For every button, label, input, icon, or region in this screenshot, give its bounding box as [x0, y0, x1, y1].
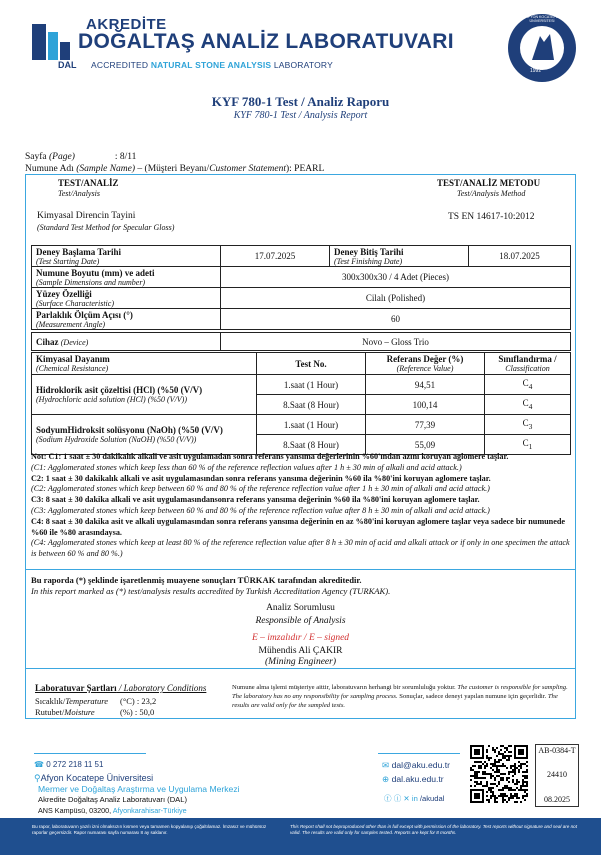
footer-center: Mermer ve Doğaltaş Araştırma ve Uygulama Merkezi: [38, 784, 240, 794]
report-title: KYF 780-1 Test / Analiz Raporu: [211, 94, 390, 109]
device-value: Novo – Gloss Trio: [221, 333, 571, 351]
email-icon: ✉: [382, 760, 390, 770]
seal-text: AFYON KOCATEPE ÜNİVERSİTESİ: [525, 15, 559, 23]
surface-characteristic: Cilalı (Polished): [221, 288, 571, 309]
signer-name: Mühendis Ali ÇAKIR: [258, 646, 343, 656]
start-date-label-en: (Test Starting Date): [36, 256, 100, 266]
hcl-8h-value: 100,14: [366, 395, 485, 415]
sample-info-table: [31, 245, 571, 330]
page-number: Sayfa (Page) : 8/11: [25, 152, 137, 162]
start-date: 17.07.2025: [221, 246, 330, 267]
accreditation-note-en: In this report marked as (*) test/analysis results accredited by Turkish Accreditation Agency (TURKAK).: [31, 586, 391, 596]
table-row: 8.Saat (8 Hour) 100,14 $C_4$: [32, 395, 571, 415]
footer-social[interactable]: ⓕ ⓘ ✕ in /akudal: [384, 794, 445, 803]
globe-icon: ⊕: [382, 774, 390, 784]
temperature: Sıcaklık/Temperature: [35, 696, 109, 706]
footer-lab: Akredite Doğaltaş Analiz Laboratuvarı (DAL): [38, 795, 187, 804]
test-name: Kimyasal Direncin Tayini: [37, 211, 136, 221]
test-method: TS EN 14617-10:2012: [448, 212, 535, 222]
classification-notes: [31, 452, 573, 560]
lab-title: DOĞALTAŞ ANALİZ LABORATUVARI: [78, 30, 454, 53]
footer-divider: [378, 753, 460, 754]
test-head-left: TEST/ANALİZ: [58, 178, 119, 188]
seal-year: 1992: [530, 68, 542, 74]
test-head-right: TEST/ANALİZ METODU: [437, 178, 541, 188]
moisture: Rutubet/Moisture: [35, 707, 95, 717]
device-row: Cihaz (Device) Novo – Gloss Trio: [32, 333, 571, 351]
report-subtitle: KYF 780-1 Test / Analysis Report: [233, 110, 368, 121]
results-header: Kimyasal Dayanım (Chemical Resistance) Test No. Referans Değer (%) (Reference Value) Sınıflandırma / Classification: [32, 353, 571, 375]
signature-title-en: Responsible of Analysis: [255, 616, 346, 626]
social-icons: ⓕ ⓘ ✕ in: [384, 794, 420, 803]
lab-title-accredited: AKREDİTE: [86, 16, 167, 33]
footer-email[interactable]: ✉ dal@aku.edu.tr: [382, 760, 451, 770]
sample-dimensions: 300x300x30 / 4 Adet (Pieces): [221, 267, 571, 288]
lab-logo-icon: [30, 18, 74, 64]
footer-university: ⚲Afyon Kocatepe Üniversitesi: [34, 773, 154, 783]
end-date-label-en: (Test Finishing Date): [334, 256, 403, 266]
accreditation-note: Bu raporda (*) şeklinde işaretlenmiş muayene sonuçları TÜRKAK tarafından akreditedir.: [31, 575, 362, 585]
table-row: 8.Saat (8 Hour) 55,09 $C_1$: [32, 435, 571, 455]
accreditation-code: AB-0384-T: [538, 746, 576, 755]
test-head-right-en: Test/Analysis Method: [457, 189, 526, 198]
note-c4: C4: 8 saat ± 30 dakika asit ve alkali uygulamasından sonra referans yansıma değerinin en az %80'ini koruyan aglomere taşlar veya sadece bir numunede %60 ile %80 arasındaysa. (C4: Agglomerated stones which keep at least 80 % of the reference reflection value after 8 h ± 30 min of acid and alkali attack or if only in one specimen the attack is between 60 % and 80 %.): [31, 516, 570, 559]
hcl-1h-value: 94,51: [366, 375, 485, 395]
end-date-label: Deney Bitiş Tarihi: [334, 246, 404, 257]
start-date-label: Deney Başlama Tarihi: [36, 246, 122, 257]
lab-dal-badge: DAL: [58, 60, 77, 70]
signature-title: Analiz Sorumlusu: [266, 603, 335, 613]
lab-title-en: ACCREDITED NATURAL STONE ANALYSIS LABORATORY: [91, 60, 333, 70]
signer-role: (Mining Engineer): [265, 657, 336, 667]
sample-name: Numune Adı (Sample Name) – (Müşteri Beyanı/Customer Statement): PEARL: [25, 164, 325, 174]
info-row: Parlaklık Ölçüm Açısı (°) (Measurement Angle) 60: [32, 309, 571, 330]
note-c3: C3: 8 saat ± 30 dakika alkali ve asit uygulamasındansonra referans yansıma değerinin %60 ila %80'ini koruyan aglomere taşlar. (C3: Agglomerated stones which keep between 60 % and 80 % of the reference reflection value after 8 h ± 30 min of alkali and acid attack.): [31, 495, 490, 515]
accreditation-date: 08.2025: [544, 795, 570, 804]
test-head-left-en: Test/Analysis: [58, 189, 100, 198]
test-name-en: (Standard Test Method for Specular Gloss): [37, 223, 175, 232]
phone-icon: ☎: [34, 760, 44, 769]
naoh-label: SodyumHidroksit solüsyonu (NaOh) (%50 (V/V): [36, 425, 223, 435]
info-row: Yüzey Özelliği (Surface Characteristic) Cilalı (Polished): [32, 288, 571, 309]
table-row: SodyumHidroksit solüsyonu (NaOh) (%50 (V/V) (Sodium Hydroxide Solution (NaOH) (%50 (V/V)) 1.saat (1 Hour) 77,39 $C_3$: [32, 415, 571, 435]
footer-address: ANS Kampüsü, 03200, Afyonkarahisar-Türkiye: [38, 806, 187, 815]
footer-divider: [34, 753, 146, 754]
footer-notice-tr: Bu rapor, laboratuvarın yazılı izni olmaksızın kısmen veya tamamen kopyalanıp çoğaltılamaz. İmzasız ve mühürsüz raporlar geçersizdir. Rapor numarası sayfa numarası 8 ay saklanır.: [32, 824, 267, 835]
naoh-8h-value: 55,09: [366, 435, 485, 455]
note-c1: Not: C1: 1 saat ± 30 dakikalık alkali ve asit uygulamadan sonra referans yansıma değerlerinin %60'ından azını koruyan aglomere taşlar. (C1: Agglomerated stones which keep less than 60 % of the reference reflection values after 1 h ± 30 min of alkali and acid attack.): [31, 452, 509, 472]
e-signature: E – imzalıdır / E – signed: [251, 633, 350, 643]
device-table: [31, 332, 571, 351]
end-date: 18.07.2025: [469, 246, 571, 267]
qr-code-icon[interactable]: [470, 745, 528, 803]
hcl-label: Hidroklorik asit çözeltisi (HCl) (%50 (V/V): [36, 385, 203, 395]
results-table: [31, 352, 571, 455]
temperature-value: : 23,2: [136, 696, 157, 706]
table-row: Hidroklorik asit çözeltisi (HCl) (%50 (V/V) (Hydrochloric acid solution (HCl) (%50 (V/V)) 1.saat (1 Hour) 94,51 $C_4$: [32, 375, 571, 395]
info-row: Numune Boyutu (mm) ve adeti (Sample Dimensions and number) 300x300x30 / 4 Adet (Pieces): [32, 267, 571, 288]
location-icon: ⚲: [34, 773, 41, 783]
note-c2: C2: 1 saat ± 30 dakikalık alkali ve asit uygulamasından sonra referans yansıma değerinin %60 ila %80'ini koruyan aglomere taşlar. (C2: Agglomerated stones which keep between 60 % and 80 % of the reference reflection value after 1 h ± 30 min of alkali and acid attack.): [31, 473, 491, 494]
naoh-1h-value: 77,39: [366, 415, 485, 435]
footer-phone: ☎ 0 272 218 11 51: [34, 760, 104, 769]
measurement-angle: 60: [221, 309, 571, 330]
accreditation-number: 24410: [547, 770, 567, 779]
moisture-value: : 50,0: [134, 707, 155, 717]
footer-notice-en: This Report shall not beproproduced other than in full except with permission of the laboratory. Test reports without signature and seal are not valid. The results are valid only for samples tested. Reports are kept for 8 months.: [290, 824, 578, 835]
conditions-title: Laboratuvar Şartları / Laboratory Conditions: [35, 683, 207, 693]
university-seal: [506, 12, 578, 84]
sampling-disclaimer: Numune alma işlemi müşteriye aittir, laboratuvarın herhangi bir sorumluluğu yoktur. The customer is responsible for sampling. The laboratory has no any responsibility for sampling process. Sonuçlar, sadece deneyi yapılan numune için geçerlidir. The results are valid only for the sampled tests.: [232, 684, 568, 709]
footer-web[interactable]: ⊕ dal.aku.edu.tr: [382, 774, 444, 784]
dates-row: [32, 246, 571, 267]
